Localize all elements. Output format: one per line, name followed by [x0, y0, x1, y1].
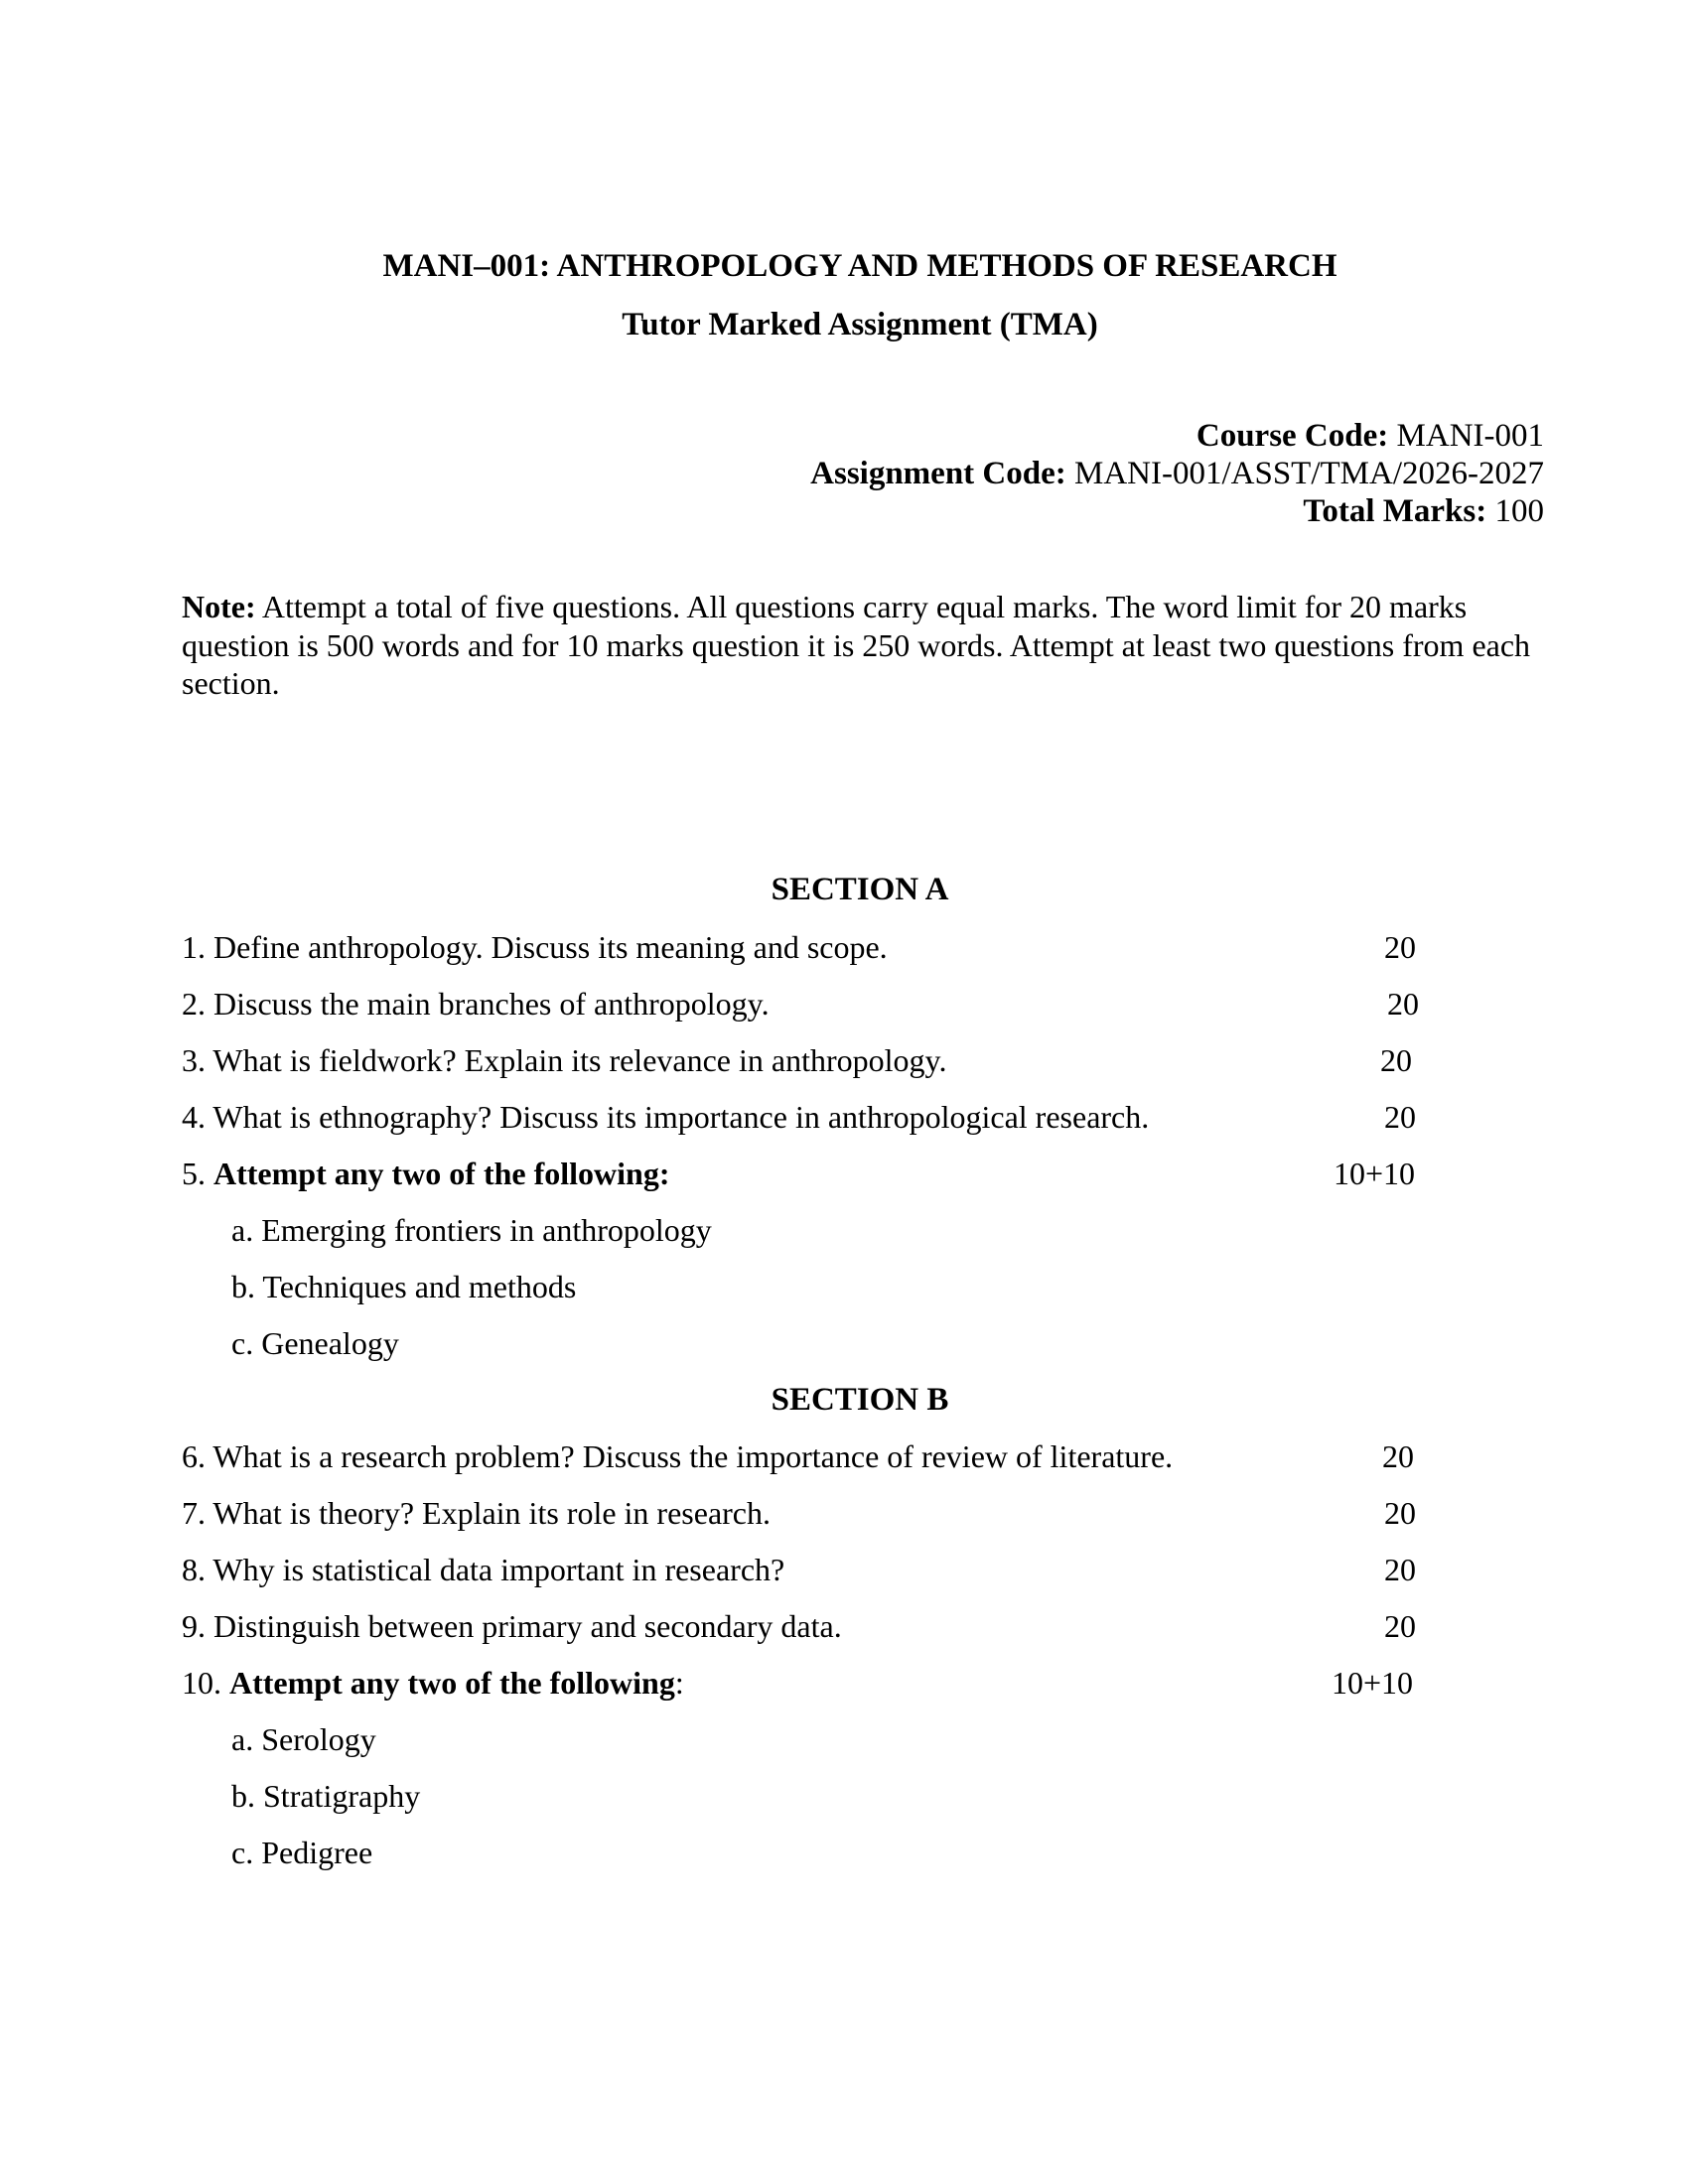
- question-9-marks: 20: [1384, 1608, 1416, 1644]
- assignment-code-label: Assignment Code:: [810, 456, 1066, 491]
- question-10-option-a: a. Serology: [231, 1721, 376, 1757]
- course-code: [1196, 418, 1544, 455]
- question-1: 1. Define anthropology. Discuss its meaning and scope.: [182, 929, 888, 965]
- assignment-code: [810, 456, 1544, 492]
- instructions-note: [182, 588, 1552, 703]
- question-10-option-b: b. Stratigraphy: [231, 1778, 421, 1814]
- question-4-marks: 20: [1384, 1099, 1416, 1135]
- question-5-number: 5.: [182, 1156, 213, 1191]
- course-code-value: MANI-001: [1388, 418, 1544, 454]
- question-8-marks: 20: [1384, 1552, 1416, 1587]
- question-10-instruction: Attempt any two of the following: [229, 1665, 675, 1701]
- question-6-marks: 20: [1382, 1438, 1414, 1474]
- question-8: 8. Why is statistical data important in research?: [182, 1552, 785, 1587]
- total-marks-label: Total Marks:: [1303, 493, 1487, 529]
- question-10-option-c: c. Pedigree: [231, 1835, 373, 1870]
- question-5: [182, 1156, 670, 1192]
- question-3: 3. What is fieldwork? Explain its relevance in anthropology.: [182, 1042, 947, 1078]
- question-2-marks: 20: [1387, 986, 1419, 1022]
- document-subtitle: Tutor Marked Assignment (TMA): [622, 307, 1098, 342]
- question-10: [182, 1665, 684, 1702]
- question-5-marks: 10+10: [1333, 1156, 1415, 1191]
- question-3-marks: 20: [1380, 1042, 1412, 1078]
- course-code-label: Course Code:: [1196, 418, 1389, 454]
- question-4: 4. What is ethnography? Discuss its importance in anthropological research.: [182, 1099, 1150, 1135]
- question-1-marks: 20: [1384, 929, 1416, 965]
- question-9: 9. Distinguish between primary and secondary data.: [182, 1608, 842, 1644]
- question-5-option-b: b. Techniques and methods: [231, 1269, 577, 1304]
- assignment-code-value: MANI-001/ASST/TMA/2026-2027: [1065, 456, 1544, 491]
- question-7: 7. What is theory? Explain its role in research.: [182, 1495, 771, 1531]
- note-label: Note:: [182, 589, 256, 624]
- question-10-marks: 10+10: [1331, 1665, 1413, 1701]
- question-5-option-c: c. Genealogy: [231, 1325, 399, 1361]
- question-10-colon: :: [674, 1665, 684, 1701]
- total-marks: [1303, 493, 1544, 530]
- note-text: Attempt a total of five questions. All questions carry equal marks. The word limit for 20 marks question is 500 words and for 10 marks question it is 250 words. Attempt at least two questions from each section.: [182, 589, 1531, 701]
- question-6: 6. What is a research problem? Discuss the importance of review of literature.: [182, 1438, 1174, 1474]
- section-a-heading: SECTION A: [771, 872, 949, 907]
- question-2: 2. Discuss the main branches of anthropology.: [182, 986, 770, 1022]
- total-marks-value: 100: [1486, 493, 1544, 529]
- question-5-instruction: Attempt any two of the following:: [213, 1156, 670, 1191]
- section-b-heading: SECTION B: [771, 1382, 949, 1418]
- document-title: MANI–001: ANTHROPOLOGY AND METHODS OF RESEARCH: [382, 248, 1337, 284]
- question-5-option-a: a. Emerging frontiers in anthropology: [231, 1212, 712, 1248]
- question-7-marks: 20: [1384, 1495, 1416, 1531]
- question-10-number: 10.: [182, 1665, 229, 1701]
